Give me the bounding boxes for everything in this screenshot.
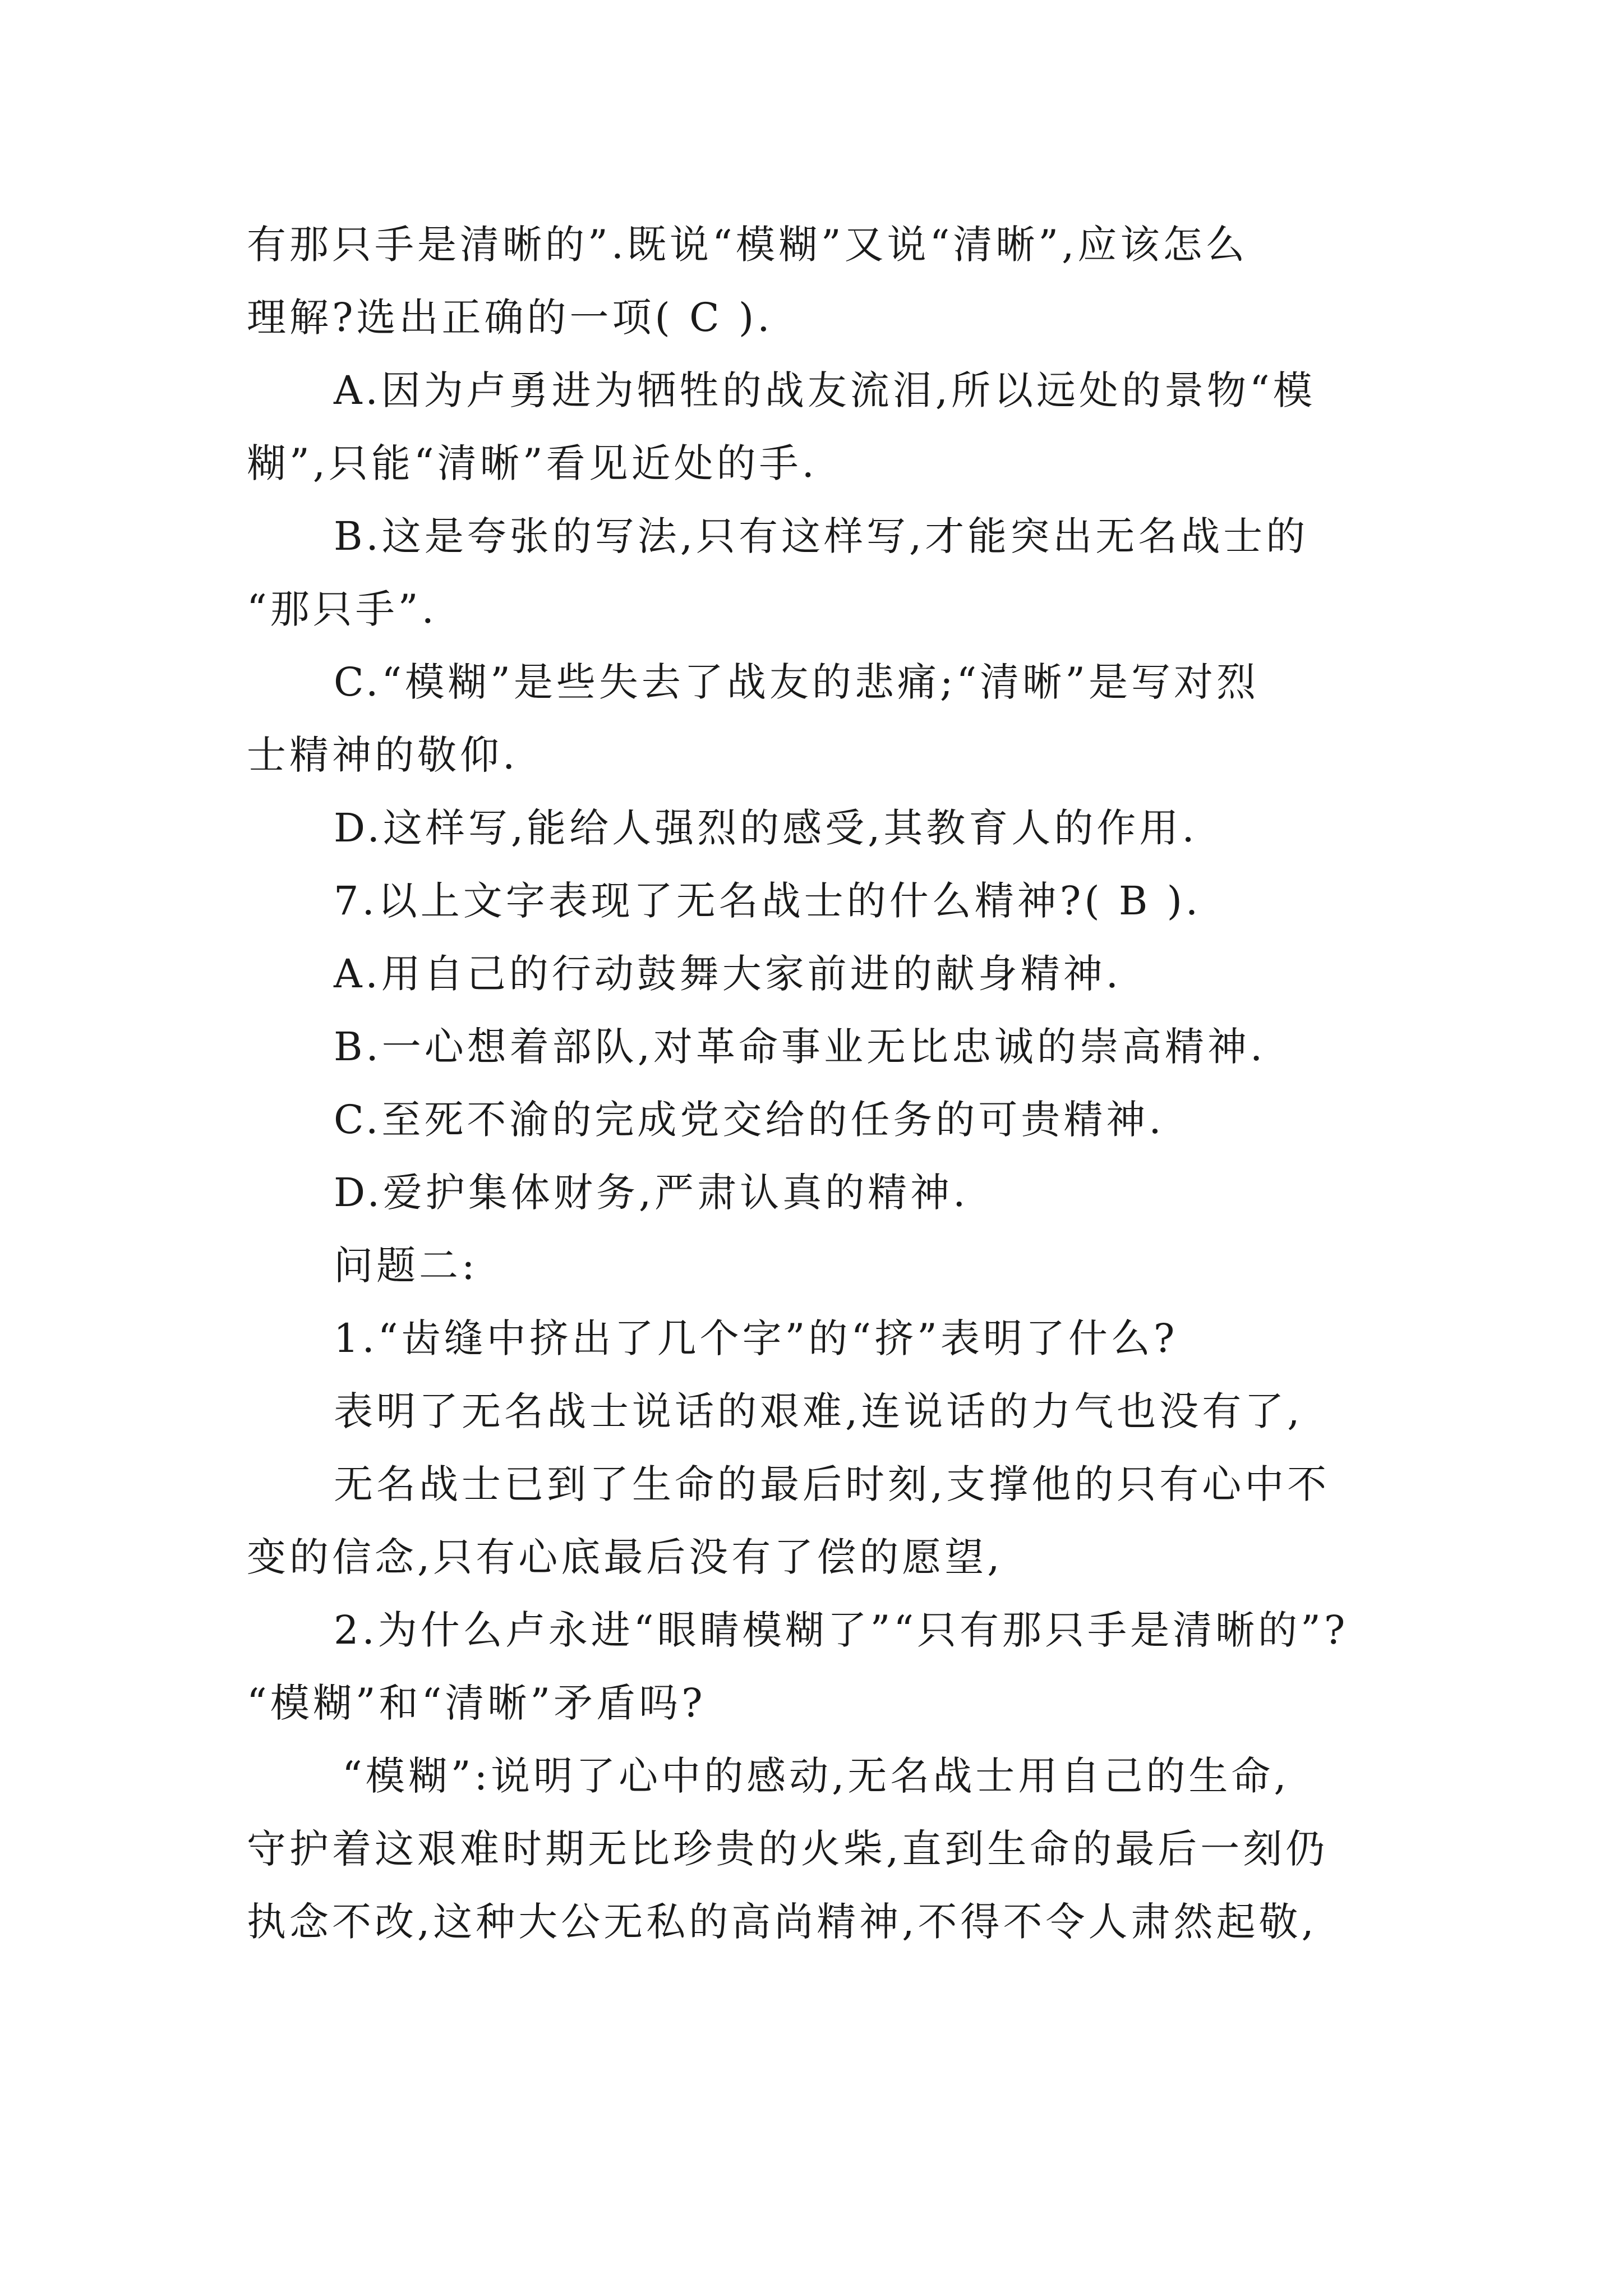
- text-line: 糊”,只能“清晰”看见近处的手.: [247, 440, 818, 486]
- text-line: 守护着这艰难时期无比珍贵的火柴,直到生命的最后一刻仍: [247, 1826, 1329, 1872]
- text-line: 士精神的敬仰.: [247, 732, 519, 778]
- text-line: B.一心想着部队,对革命事业无比忠诚的崇高精神.: [334, 1024, 1266, 1070]
- text-line: 理解?选出正确的一项( C ).: [247, 295, 773, 341]
- text-line: B.这是夸张的写法,只有这样写,才能突出无名战士的: [334, 513, 1309, 559]
- text-line: A.用自己的行动鼓舞大家前进的献身精神.: [334, 951, 1122, 997]
- text-line: “模糊”和“清晰”矛盾吗?: [247, 1680, 706, 1726]
- text-line: 无名战士已到了生命的最后时刻,支撑他的只有心中不: [334, 1461, 1330, 1507]
- text-line: 表明了无名战士说话的艰难,连说话的力气也没有了,: [334, 1388, 1303, 1434]
- text-line: 2.为什么卢永进“眼睛模糊了”“只有那只手是清晰的”?: [334, 1607, 1349, 1653]
- text-line: 执念不改,这种大公无私的高尚精神,不得不令人肃然起敬,: [247, 1899, 1317, 1945]
- text-line: D.爱护集体财务,严肃认真的精神.: [334, 1170, 969, 1216]
- text-line: 1.“齿缝中挤出了几个字”的“挤”表明了什么?: [334, 1315, 1178, 1361]
- section-heading: 问题二:: [334, 1243, 478, 1289]
- text-line: C.“模糊”是些失去了战友的悲痛;“清晰”是写对烈: [334, 659, 1260, 705]
- text-line: 7.以上文字表现了无名战士的什么精神?( B ).: [334, 878, 1202, 924]
- text-line: “模糊”:说明了心中的感动,无名战士用自己的生命,: [342, 1753, 1290, 1799]
- text-line: 变的信念,只有心底最后没有了偿的愿望,: [247, 1534, 1003, 1580]
- text-line: D.这样写,能给人强烈的感受,其教育人的作用.: [334, 805, 1198, 851]
- text-line: 有那只手是清晰的”.既说“模糊”又说“清晰”,应该怎么: [247, 222, 1248, 268]
- text-line: A.因为卢勇进为牺牲的战友流泪,所以远处的景物“模: [334, 367, 1316, 413]
- text-line: C.至死不渝的完成党交给的任务的可贵精神.: [334, 1097, 1165, 1143]
- text-line: “那只手”.: [247, 586, 437, 632]
